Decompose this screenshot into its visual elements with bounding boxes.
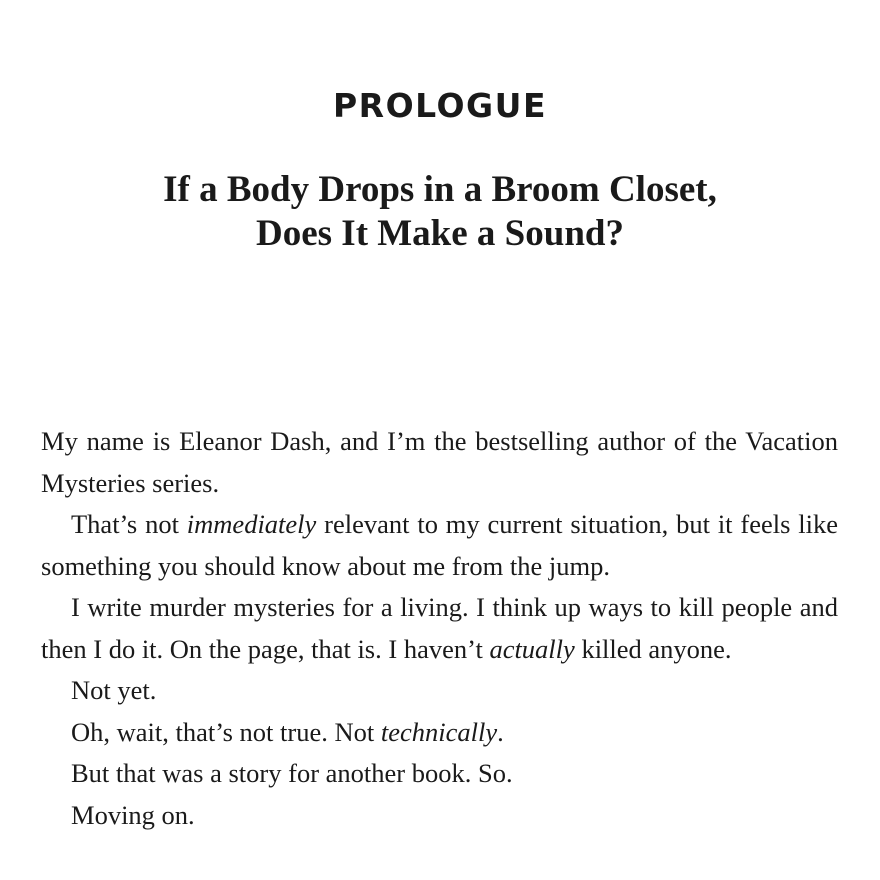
paragraph-text: . [497, 716, 504, 747]
paragraph [41, 587, 838, 670]
paragraph-text: My name is Eleanor Dash, and I’m the bestselling author of the Vacation Mysteries series. [41, 426, 838, 498]
paragraph-text: But that was a story for another book. So. [71, 758, 513, 788]
chapter-title-line-1: If a Body Drops in a Broom Closet, [163, 169, 717, 210]
paragraph-text: Moving on. [71, 799, 195, 830]
paragraph [41, 712, 838, 754]
paragraph-text: killed anyone. [574, 633, 732, 664]
paragraph [41, 670, 838, 712]
paragraph [41, 753, 838, 795]
paragraph [41, 795, 838, 837]
paragraph-text: That’s not [71, 509, 187, 539]
paragraph-text: relevant to my current situation, but it feels like something you should know about me from the jump. [41, 509, 838, 581]
chapter-title-line-2: Does It Make a Sound? [256, 213, 624, 254]
emphasis-text: immediately [186, 509, 317, 539]
body-text [41, 421, 838, 836]
paragraph-text: I write murder mysteries for a living. I think up ways to kill people and then I do it. On the page, that is. I haven’t [41, 592, 838, 664]
paragraph [41, 421, 838, 504]
emphasis-text: actually [489, 633, 575, 664]
paragraph [41, 504, 838, 587]
emphasis-text: technically [380, 716, 498, 747]
chapter-label: PROLOGUE [333, 86, 547, 125]
paragraph-text: Oh, wait, that’s not true. Not [71, 716, 381, 747]
paragraph-text: Not yet. [71, 675, 157, 705]
chapter-title [0, 168, 880, 256]
